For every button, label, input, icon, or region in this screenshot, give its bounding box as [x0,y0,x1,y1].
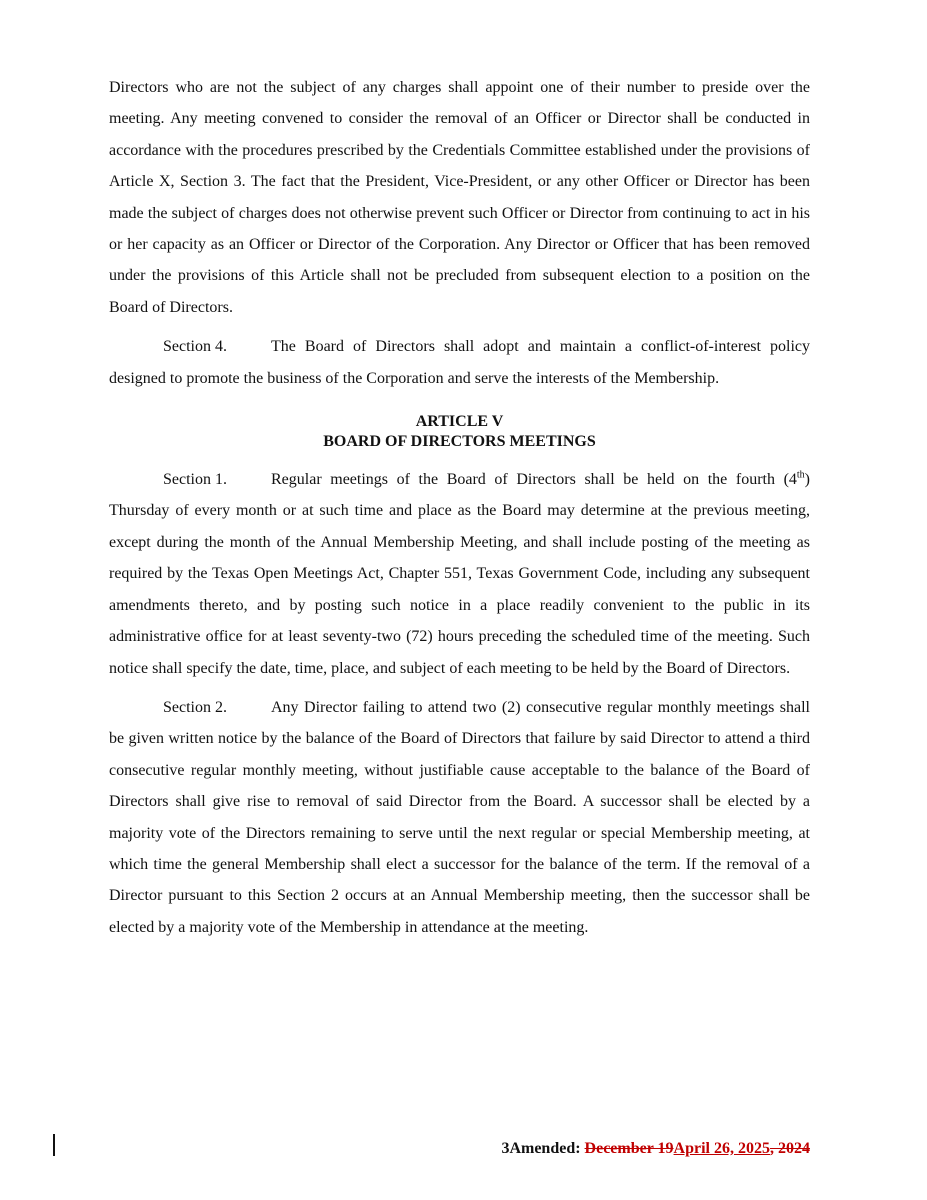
section-1-superscript: th [796,469,805,481]
amended-label: Amended: [509,1140,585,1157]
paragraph-section-4 [109,331,810,394]
article-heading [109,412,810,452]
page-number: 3 [501,1140,510,1157]
article-number: ARTICLE V [415,413,504,431]
section-1-text-b: ) Thursday of every month or at such time and place as the Board may determine at the previous meeting, except during the month of the Annual Membership Meeting, and shall include posting of the meeting as required by the Texas Open Meetings Act, Chapter 551, Texas Government Code, including any subsequent amendments thereto, and by posting such notice in a place readily convenient to the public in its administrative office for at least seventy-two (72) hours preceding the scheduled time of the meeting. Such notice shall specify the date, time, place, and subject of each meeting to be held by the Board of Directors. [109,471,810,677]
section-4-text: The Board of Directors shall adopt and maintain a conflict-of-interest policy designed to promote the business of the Corporation and serve the interests of the Membership. [109,338,810,387]
section-2-text: Any Director failing to attend two (2) consecutive regular monthly meetings shall be given written notice by the balance of the Board of Directors that failure by said Director to attend a third consecutive regular monthly meeting, without justifiable cause acceptable to the balance of the Board of Directors shall give rise to removal of said Director from the Board. A successor shall be elected by a majority vote of the Directors remaining to serve until the next regular or special Membership meeting, at which time the general Membership shall elect a successor for the balance of the term. If the removal of a Director pursuant to this Section 2 occurs at an Annual Membership meeting, then the successor shall be elected by a majority vote of the Membership in attendance at the meeting. [109,698,810,936]
section-4-label: Section 4. [163,338,227,356]
article-title: BOARD OF DIRECTORS MEETINGS [323,433,596,451]
document-page [109,72,810,943]
deleted-year-text: , 2024 [770,1140,810,1157]
inserted-date-text: April 26, 2025 [673,1140,770,1157]
page-footer [501,1139,810,1159]
paragraph-section-1 [109,464,810,684]
deleted-date-text: December 19 [584,1140,674,1157]
paragraph-removal-procedure: Directors who are not the subject of any charges shall appoint one of their number to preside over the meeting. Any meeting convened to consider the removal of an Officer or Director shall be conducted in accordance with the procedures prescribed by the Credentials Committee established under the provisions of Article X, Section 3. The fact that the President, Vice-President, or any other Officer or Director has been made the subject of charges does not otherwise prevent such Officer or Director from continuing to act in his or her capacity as an Officer or Director of the Corporation. Any Director or Officer that has been removed under the provisions of this Article shall not be precluded from subsequent election to a position on the Board of Directors. [109,79,810,316]
section-1-text-a: Regular meetings of the Board of Directors shall be held on the fourth (4 [271,471,797,489]
section-2-label: Section 2. [163,698,227,716]
revision-change-bar [53,1134,55,1156]
paragraph-section-2 [109,692,810,943]
section-1-label: Section 1. [163,471,227,489]
